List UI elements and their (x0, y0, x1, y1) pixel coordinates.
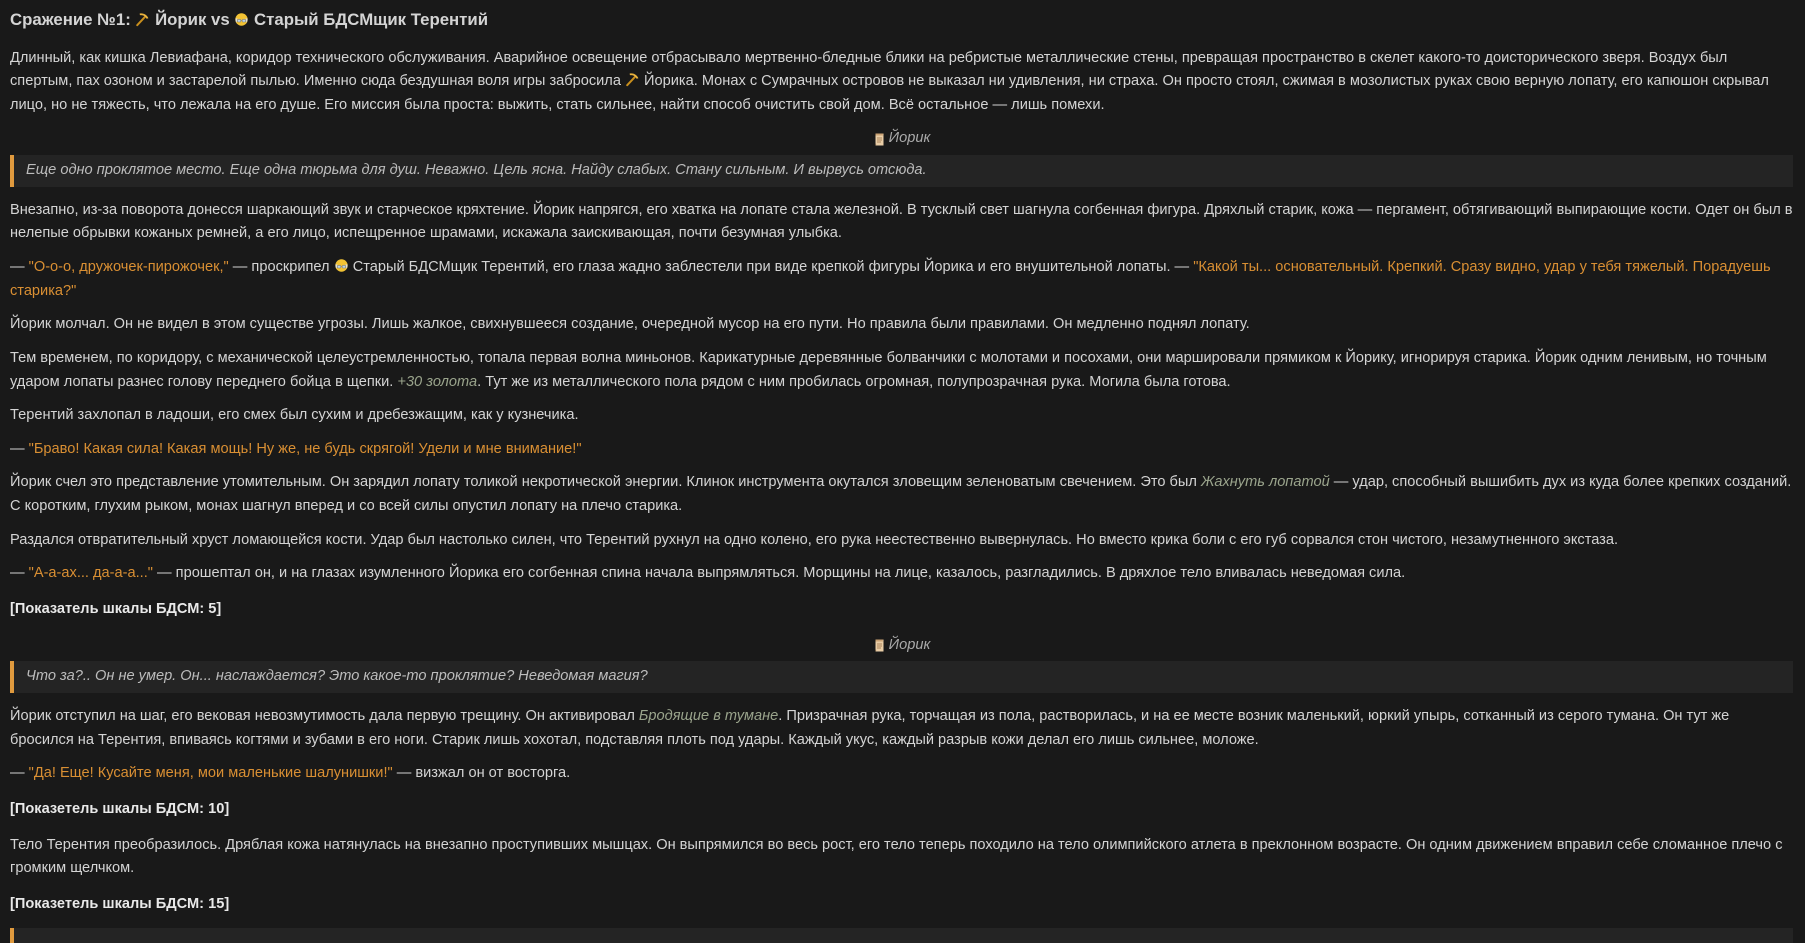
skill-text: +30 золота (397, 373, 478, 390)
skill-text: Бродящие в тумане (638, 707, 779, 724)
dialogue-text: "О-о-о, дружочек-пирожочек," (28, 259, 229, 275)
battle-title (10, 8, 1793, 32)
dialogue-text: "Да! Еще! Кусайте меня, мои маленькие шалунишки!" (28, 765, 393, 782)
narration-paragraph (10, 438, 1793, 462)
quote-block-cutoff (10, 928, 1793, 943)
narration-text: — проскрипел (228, 259, 334, 275)
narration-text: . Призрачная рука, торчащая из пола, растворилась, и на ее месте возник маленький, юркий упырь, сотканный из серого тумана. Он тут же бросился на Терентия, впиваясь когтями и зубами в его ноги. Старик лишь хохотал, подставляя плоть под удары. Каждый укус, каждый разрыв кожи делал его лишь сильнее, моложе. (10, 707, 1730, 748)
narration-text: — визжал он от восторга. (392, 765, 571, 782)
battle-log (10, 8, 1793, 943)
narration-text: Внезапно, из-за поворота донесся шаркающий звук и старческое кряхтение. Йорик напрягся, его хватка на лопате стала железной. В тусклый свет шагнула согбенная фигура. Дряхлый старик, кожа — пергамент, обтягивающий выпирающие кости. Одет он был в нелепые обрывки кожаных ремней, а его лицо, испещренное шрамами, искажала заискивающая, почти безумная улыбка. (10, 201, 1793, 242)
narration-text: Терентий захлопал в ладоши, его смех был сухим и дребезжащим, как у кузнечика. (10, 407, 579, 424)
narration-text: Йорик отступил на шаг, его вековая невозмутимость дала первую трещину. Он активировал (10, 707, 639, 724)
narration-paragraph (10, 256, 1793, 303)
bdsm-scale-meter: [Показетель шкалы БДСМ: 15] (10, 895, 230, 912)
narration-text: — (10, 565, 29, 582)
narration-text: Раздался отвратительный хруст ломающейся кости. Удар был настолько силен, что Терентий рухнул на одно колено, его рука неестественно вывернулась. Но вместо крика боли с его губ сорвался стон чистого, незамутненного экстаза. (10, 531, 1619, 548)
narration-text: Старый БДСМщик Терентий (249, 10, 489, 29)
narration-text: Йорик молчал. Он не видел в этом существе угрозы. Лишь жалкое, свихнувшееся создание, очередной мусор на его пути. Но правила были правилами. Он медленно поднял лопату. (10, 316, 1250, 333)
dialogue-text: "Какой ты... основательный. Крепкий. Сразу видно, удар у тебя тяжелый. Порадуешь старика?" (10, 259, 1771, 299)
narration-paragraph (10, 404, 1793, 428)
scroll-icon (873, 638, 886, 653)
pickaxe-icon (625, 72, 640, 87)
narration-paragraph (10, 347, 1793, 394)
narration-text: Старый БДСМщик Терентий, его глаза жадно заблестели при виде крепкой фигуры Йорика и его внушительной лопаты. — (348, 259, 1194, 275)
narration-text: Сражение №1: (10, 10, 136, 29)
scroll-icon (873, 132, 886, 147)
narration-text: — удар, способный вышибить дух из куда более крепких созданий. С коротким, глухим рыком, монах шагнул вперед и со всей силы опустил лопату на плечо старика. (10, 474, 1792, 515)
narration-paragraph (10, 199, 1793, 246)
narration-paragraph (10, 47, 1793, 118)
narration-paragraph (10, 562, 1793, 586)
narration-text: Йорик счел это представление утомительным. Он зарядил лопату толикой некротической энергии. Клинок инструмента окутался зловещим зеленоватым свечением. Это был (10, 474, 1201, 491)
pickaxe-icon (135, 12, 150, 27)
narration-text: — (10, 440, 29, 457)
narration-paragraph (10, 529, 1793, 553)
thought-quote-text: Еще одно проклятое место. Еще одна тюрьма для душ. Неважно. Цель ясна. Найду слабых. Стану сильным. И вырвусь отсюда. (26, 162, 927, 179)
narration-paragraph (10, 471, 1793, 518)
speaker-name: Йорик (888, 130, 931, 147)
old-man-icon (334, 258, 349, 273)
dialogue-text: "Браво! Какая сила! Какая мощь! Ну же, не будь скрягой! Удели и мне внимание!" (28, 440, 582, 457)
bdsm-scale-meter: [Показатель шкалы БДСМ: 5] (10, 601, 222, 618)
narration-paragraph (10, 762, 1793, 786)
narration-text: Йорика. Монах с Сумрачных островов не выказал ни удивления, ни страха. Он просто стоял, сжимая в мозолистых руках свою верную лопату, его капюшон скрывал лицо, но не тяжесть, что лежала на его душе. Его миссия была проста: выжить, стать сильнее, найти способ очистить свой дом. Всё остальное — лишь помехи. (10, 73, 1769, 113)
narration-text: — (10, 259, 29, 275)
narration-text: — (10, 765, 29, 782)
old-man-icon (234, 12, 249, 27)
narration-paragraph (10, 313, 1793, 337)
narration-text: Тело Терентия преобразилось. Дряблая кожа натянулась на внезапно проступивших мышцах. Он выпрямился во весь рост, его тело теперь походило на тело олимпийского атлета в преклонном возрасте. Он одним движением вправил себе сломанное плечо с громким щелчком. (10, 836, 1783, 877)
narration-paragraph (10, 705, 1793, 752)
skill-text: Жахнуть лопатой (1200, 474, 1330, 491)
narration-paragraph (10, 834, 1793, 881)
narration-text: . Тут же из металлического пола рядом с ним пробилась огромная, полупрозрачная рука. Могила была готова. (477, 373, 1231, 390)
speaker-header (10, 127, 1793, 151)
bdsm-scale-meter: [Показетель шкалы БДСМ: 10] (10, 800, 230, 817)
thought-quote-text: Что за?.. Он не умер. Он... наслаждается? Это какое-то проклятие? Неведомая магия? (26, 668, 648, 685)
narration-text: Йорик vs (150, 10, 235, 29)
thought-quote-block (10, 155, 1793, 187)
narration-text: Тем временем, по коридору, с механической целеустремленностью, топала первая волна миньонов. Карикатурные деревянные болванчики с молотами и посохами, они маршировали прямиком к Йорику, игнорируя старика. Йорик одним ленивым, но точным ударом лопаты разнес голову переднего бойца в щепки. (10, 349, 1767, 390)
speaker-header (10, 634, 1793, 658)
speaker-name: Йорик (888, 636, 931, 653)
narration-text: — прошептал он, и на глазах изумленного Йорика его согбенная спина начала выпрямляться. Морщины на лице, казалось, разгладились. В дряхлое тело вливалась неведомая сила. (152, 565, 1406, 582)
dialogue-text: "А-а-ах... да-а-а..." (28, 565, 153, 582)
thought-quote-block (10, 661, 1793, 693)
narration-text: Длинный, как кишка Левиафана, коридор технического обслуживания. Аварийное освещение отбрасывало мертвенно-бледные блики на ребристые металлические стены, превращая пространство в скелет какого-то доисторического зверя. Воздух был спертым, пах озоном и застарелой пылью. Именно сюда бездушная воля игры забросила (10, 49, 1728, 90)
